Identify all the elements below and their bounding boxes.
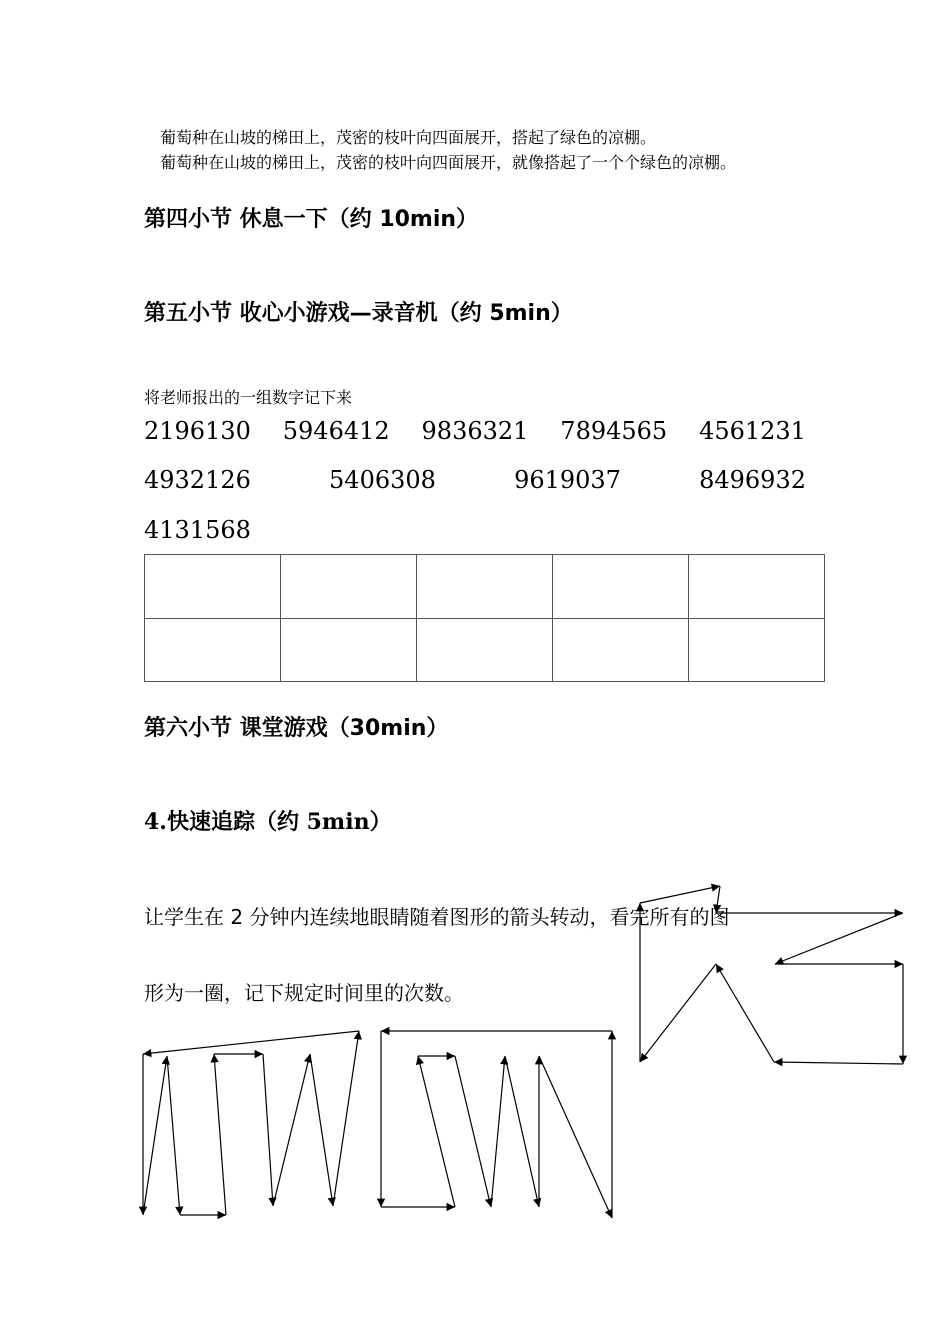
sentence-2: 葡萄种在山坡的梯田上，茂密的枝叶向四面展开，就像搭起了一个个绿色的凉棚。 (160, 153, 737, 172)
number-item: 4561231 (699, 417, 806, 445)
number-item: 9836321 (421, 417, 529, 445)
activity-4-heading: 4.快速追踪（约 5min） (144, 809, 392, 835)
number-item: 9619037 (514, 466, 621, 494)
number-item: 8496932 (699, 466, 806, 494)
activity-desc-line-2: 形为一圈，记下规定时间里的次数。 (144, 981, 464, 1005)
number-item: 5946412 (282, 417, 390, 445)
arrow-figure-left (143, 1031, 359, 1215)
number-item: 7894565 (560, 417, 668, 445)
number-item: 4131568 (144, 516, 251, 544)
section-5-heading: 第五小节 收心小游戏—录音机（约 5min） (144, 301, 573, 326)
section-4-heading: 第四小节 休息一下（约 10min） (144, 207, 479, 232)
instruction-text: 将老师报出的一组数字记下来 (144, 388, 353, 407)
number-item: 5406308 (329, 466, 436, 494)
sentence-1: 葡萄种在山坡的梯田上，茂密的枝叶向四面展开，搭起了绿色的凉棚。 (160, 128, 657, 147)
arrow-figure-middle (381, 1031, 612, 1218)
arrow-figure-right (640, 886, 903, 1064)
activity-desc-line-1: 让学生在 2 分钟内连续地眼睛随着图形的箭头转动，看完所有的图 (144, 905, 730, 929)
section-6-heading: 第六小节 课堂游戏（30min） (144, 716, 449, 741)
number-item: 4932126 (144, 466, 251, 494)
number-item: 2196130 (144, 417, 251, 445)
